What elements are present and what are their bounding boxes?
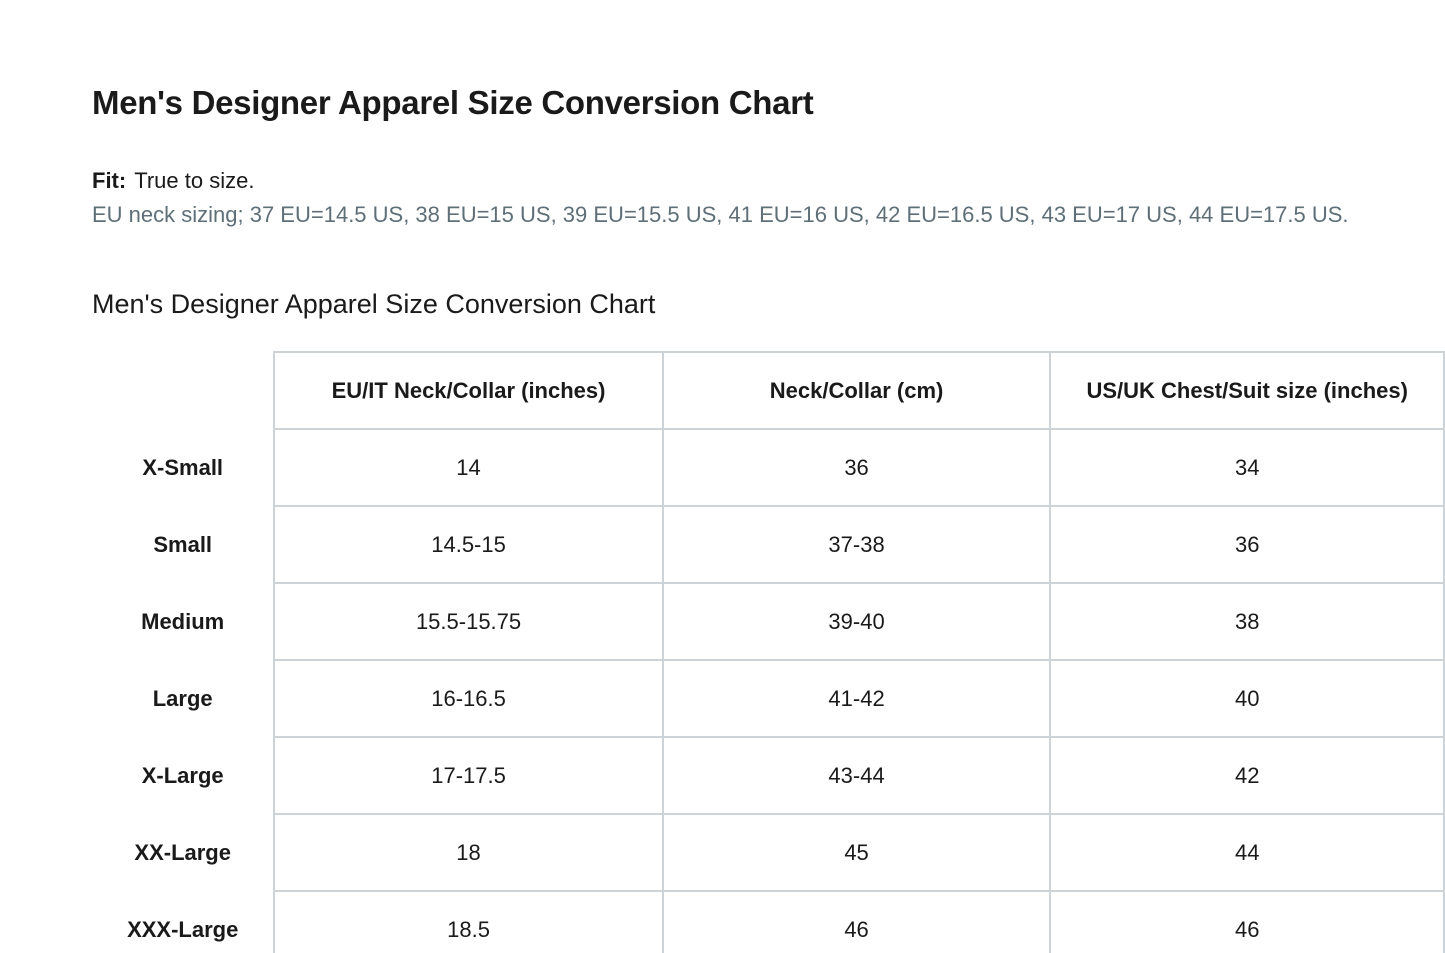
table-row xyxy=(92,737,1444,814)
row-header-size: Medium xyxy=(92,583,274,660)
table-cell: 46 xyxy=(663,891,1051,953)
row-header-size: XXX-Large xyxy=(92,891,274,953)
neck-sizing-note: EU neck sizing; 37 EU=14.5 US, 38 EU=15 US, 39 EU=15.5 US, 41 EU=16 US, 42 EU=16.5 US, 43 EU=17 US, 44 EU=17.5 US. xyxy=(92,202,1349,227)
row-header-size: Small xyxy=(92,506,274,583)
table-cell: 16-16.5 xyxy=(274,660,662,737)
table-cell: 46 xyxy=(1050,891,1444,953)
table-cell: 17-17.5 xyxy=(274,737,662,814)
column-header-us-uk-chest: US/UK Chest/Suit size (inches) xyxy=(1050,352,1444,429)
table-row xyxy=(92,429,1444,506)
table-corner-cell xyxy=(92,352,274,429)
table-cell: 36 xyxy=(1050,506,1444,583)
table-cell: 41-42 xyxy=(663,660,1051,737)
page-title: Men's Designer Apparel Size Conversion Chart xyxy=(92,84,814,121)
table-cell: 42 xyxy=(1050,737,1444,814)
table-cell: 44 xyxy=(1050,814,1444,891)
table-row xyxy=(92,891,1444,953)
fit-value: True to size. xyxy=(134,168,255,193)
table-cell: 18.5 xyxy=(274,891,662,953)
table-cell: 18 xyxy=(274,814,662,891)
table-row xyxy=(92,814,1444,891)
table-caption: Men's Designer Apparel Size Conversion Chart xyxy=(92,289,656,319)
column-header-eu-it-neck: EU/IT Neck/Collar (inches) xyxy=(274,352,662,429)
size-conversion-table xyxy=(92,351,1445,953)
fit-line xyxy=(92,166,254,196)
row-header-size: X-Large xyxy=(92,737,274,814)
table-cell: 40 xyxy=(1050,660,1444,737)
table-row xyxy=(92,583,1444,660)
table-row xyxy=(92,660,1444,737)
table-cell: 39-40 xyxy=(663,583,1051,660)
table-cell: 43-44 xyxy=(663,737,1051,814)
row-header-size: Large xyxy=(92,660,274,737)
table-cell: 15.5-15.75 xyxy=(274,583,662,660)
column-header-neck-cm: Neck/Collar (cm) xyxy=(663,352,1051,429)
table-cell: 37-38 xyxy=(663,506,1051,583)
table-cell: 14 xyxy=(274,429,662,506)
table-cell: 14.5-15 xyxy=(274,506,662,583)
table-header-row xyxy=(92,352,1444,429)
table-row xyxy=(92,506,1444,583)
fit-label: Fit: xyxy=(92,168,127,193)
row-header-size: XX-Large xyxy=(92,814,274,891)
row-header-size: X-Small xyxy=(92,429,274,506)
table-cell: 36 xyxy=(663,429,1051,506)
table-cell: 38 xyxy=(1050,583,1444,660)
table-cell: 45 xyxy=(663,814,1051,891)
table-cell: 34 xyxy=(1050,429,1444,506)
